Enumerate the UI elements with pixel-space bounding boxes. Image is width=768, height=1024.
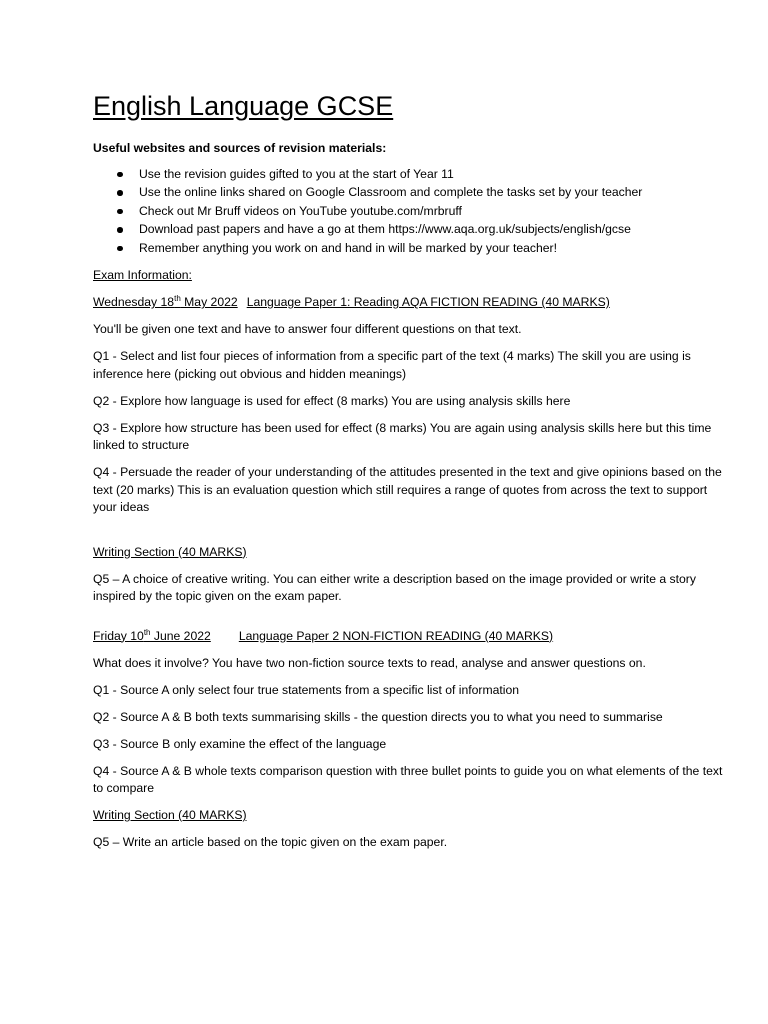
paper1-q5: Q5 – A choice of creative writing. You can either write a description based on the image provided or write a story inspired by the topic given on the exam paper. [93,571,696,603]
paper1-intro: You'll be given one text and have to answer four different questions on that text. [93,322,522,336]
list-item: Check out Mr Bruff videos on YouTube youtube.com/mrbruff [93,203,728,222]
resources-list [93,166,728,259]
list-item: Use the revision guides gifted to you at the start of Year 11 [93,166,728,185]
paper2-date: Friday 10th June 2022 [93,627,211,643]
paper2-q4: Q4 - Source A & B whole texts comparison question with three bullet points to guide you on what elements of the text to compare [93,763,723,795]
page-title: English Language GCSE [93,91,394,121]
writing-section-heading-2: Writing Section (40 MARKS) [93,808,247,822]
paper1-date: Wednesday 18th May 2022 [93,293,238,309]
paper1-q3: Q3 - Explore how structure has been used for effect (8 marks) You are again using analysis skills here but this time linked to structure [93,420,712,452]
paper2-heading [93,628,728,646]
paper2-title: Language Paper 2 NON-FICTION READING (40 MARKS) [238,628,554,643]
paper2-q1: Q1 - Source A only select four true statements from a specific list of information [93,682,520,697]
useful-heading: Useful websites and sources of revision materials: [93,141,387,155]
exam-info-heading: Exam Information: [93,268,192,282]
paper1-heading [93,294,728,312]
list-item: Download past papers and have a go at them https://www.aqa.org.uk/subjects/english/gcse [93,221,728,240]
list-item: Remember anything you work on and hand in will be marked by your teacher! [93,240,728,259]
paper1-q4: Q4 - Persuade the reader of your understanding of the attitudes presented in the text and give opinions based on the text (20 marks) This is an evaluation question which still requires a range of quotes from across the text to support your ideas [93,465,722,514]
paper1-q1: Q1 - Select and list four pieces of information from a specific part of the text (4 marks) The skill you are using is inference here (picking out obvious and hidden meanings) [93,349,691,381]
paper2-q2: Q2 - Source A & B both texts summarising skills - the question directs you to what you need to summarise [93,709,663,724]
paper2-q5: Q5 – Write an article based on the topic given on the exam paper. [93,835,448,849]
list-item: Use the online links shared on Google Classroom and complete the tasks set by your teacher [93,184,728,203]
paper1-title: Language Paper 1: Reading AQA FICTION READING (40 MARKS) [246,295,610,309]
paper2-intro: What does it involve? You have two non-fiction source texts to read, analyse and answer questions on. [93,655,646,670]
writing-section-heading-1: Writing Section (40 MARKS) [93,544,247,559]
paper2-q3: Q3 - Source B only examine the effect of the language [93,736,387,751]
paper1-q2: Q2 - Explore how language is used for effect (8 marks) You are using analysis skills here [93,393,571,408]
